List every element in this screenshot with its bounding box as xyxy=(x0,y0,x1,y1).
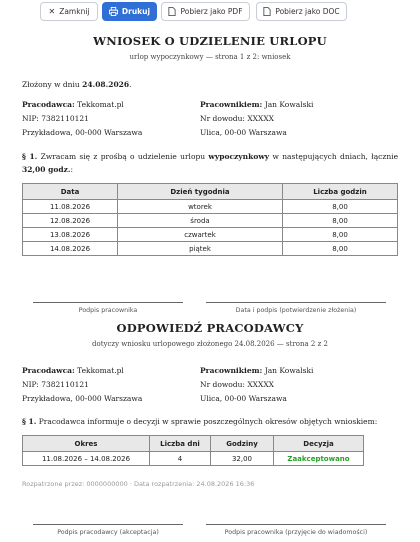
cell-weekday: czwartek xyxy=(118,228,283,242)
download-doc-label: Pobierz jako DOC xyxy=(275,7,340,16)
cell-date: 14.08.2026 xyxy=(23,242,118,256)
print-button-label: Drukuj xyxy=(121,7,151,16)
cell-date: 13.08.2026 xyxy=(23,228,118,242)
document-page xyxy=(0,24,420,542)
employer-nip: NIP: 7382110121 xyxy=(22,114,89,123)
download-pdf-label: Pobierz jako PDF xyxy=(180,7,243,16)
cell-days: 4 xyxy=(150,452,211,466)
paragraph-number: § 1. xyxy=(22,152,38,161)
close-button-label: Zamknij xyxy=(59,7,90,16)
submitted-date: 24.08.2026 xyxy=(82,80,130,89)
document-icon xyxy=(263,7,271,16)
response-paragraph xyxy=(22,415,398,428)
column-header: Godziny xyxy=(211,436,274,452)
employer-address: Przykładowa, 00-000 Warszawa xyxy=(22,394,143,403)
employer-nip: NIP: 7382110121 xyxy=(22,380,89,389)
leave-type: wypoczynkowy xyxy=(208,152,270,161)
total-prefix: łącznie xyxy=(371,152,399,161)
cell-hours: 8,00 xyxy=(283,242,398,256)
total-suffix: : xyxy=(70,165,73,174)
leave-days-table xyxy=(22,183,398,256)
cell-date: 12.08.2026 xyxy=(23,214,118,228)
employer-signature-label: Podpis pracodawcy (akceptacja) xyxy=(57,529,159,536)
column-header: Dzień tygodnia xyxy=(118,184,283,200)
table-row xyxy=(23,200,398,214)
request-paragraph xyxy=(22,150,398,176)
download-doc-button[interactable] xyxy=(256,2,347,21)
request-subtitle: urlop wypoczynkowy — strona 1 z 2: wniosek xyxy=(129,53,291,61)
table-row xyxy=(23,228,398,242)
toolbar xyxy=(0,0,420,24)
employee-id: Nr dowodu: XXXXX xyxy=(200,380,275,389)
request-title: WNIOSEK O UDZIELENIE URLOPU xyxy=(93,34,327,48)
signature-line xyxy=(33,524,183,525)
employer-label: Pracodawca: xyxy=(22,100,75,109)
review-meta: Rozpatrzone przez: 0000000000 · Data rozpatrzenia: 24.08.2026 16:36 xyxy=(22,480,255,488)
confirmation-signature-label: Data i podpis (potwierdzenie złożenia) xyxy=(235,307,357,314)
table-row xyxy=(23,214,398,228)
response-employee-block xyxy=(200,366,313,404)
employee-address: Ulica, 00-00 Warszawa xyxy=(200,394,287,403)
close-icon: ✕ xyxy=(48,6,56,16)
cell-date: 11.08.2026 xyxy=(23,200,118,214)
print-button[interactable] xyxy=(102,2,157,21)
submitted-prefix: Złożony w dniu xyxy=(22,80,80,89)
cell-weekday: środa xyxy=(118,214,283,228)
table-row xyxy=(23,452,364,466)
response-subtitle: dotyczy wniosku urlopowego złożonego 24.08.2026 — strona 2 z 2 xyxy=(92,340,328,348)
employer-label: Pracodawca: xyxy=(22,366,75,375)
employee-name: Jan Kowalski xyxy=(264,100,314,109)
paragraph-text: Pracodawca informuje o decyzji w sprawie poszczególnych okresów objętych wnioskiem: xyxy=(38,417,378,426)
signature-line xyxy=(206,302,386,303)
employer-name: Tekkomat.pl xyxy=(77,366,124,375)
employee-label: Pracownikiem: xyxy=(200,100,263,109)
column-header: Liczba dni xyxy=(150,436,211,452)
printer-icon xyxy=(109,7,118,16)
paragraph-number: § 1. xyxy=(22,417,37,426)
cell-period: 11.08.2026 – 14.08.2026 xyxy=(23,452,150,466)
column-header: Data xyxy=(23,184,118,200)
total-hours: 32,00 godz. xyxy=(22,165,71,174)
cell-hours: 8,00 xyxy=(283,228,398,242)
column-header: Decyzja xyxy=(274,436,364,452)
response-employer-block xyxy=(22,366,142,404)
cell-weekday: piątek xyxy=(118,242,283,256)
document-icon xyxy=(168,7,176,16)
close-button[interactable] xyxy=(40,2,98,21)
paragraph-text-2: w następujących dniach, xyxy=(272,152,368,161)
employee-ack-signature-label: Podpis pracownika (przyjęcie do wiadomości) xyxy=(224,529,368,536)
cell-hours: 8,00 xyxy=(283,214,398,228)
employer-name: Tekkomat.pl xyxy=(77,100,124,109)
signature-line xyxy=(33,302,183,303)
cell-hours: 32,00 xyxy=(211,452,274,466)
response-title: ODPOWIEDŹ PRACODAWCY xyxy=(116,321,304,335)
table-header-row xyxy=(23,436,364,452)
table-header-row xyxy=(23,184,398,200)
table-row xyxy=(23,242,398,256)
employee-id: Nr dowodu: XXXXX xyxy=(200,114,275,123)
column-header: Liczba godzin xyxy=(283,184,398,200)
employer-address: Przykładowa, 00-000 Warszawa xyxy=(22,128,143,137)
employer-block xyxy=(22,100,142,138)
employee-name: Jan Kowalski xyxy=(264,366,314,375)
submitted-line: Złożony w dniu 24.08.2026. xyxy=(22,80,132,89)
cell-hours: 8,00 xyxy=(283,200,398,214)
column-header: Okres xyxy=(23,436,150,452)
employee-address: Ulica, 00-00 Warszawa xyxy=(200,128,287,137)
download-pdf-button[interactable] xyxy=(161,2,250,21)
paragraph-text: Zwracam się z prośbą o udzielenie urlopu xyxy=(40,152,206,161)
employee-label: Pracownikiem: xyxy=(200,366,263,375)
signature-line xyxy=(206,524,386,525)
cell-decision: Zaakceptowano xyxy=(274,452,364,466)
cell-weekday: wtorek xyxy=(118,200,283,214)
decision-table xyxy=(22,435,364,466)
employee-signature-label: Podpis pracownika xyxy=(78,307,138,314)
employee-block xyxy=(200,100,313,138)
